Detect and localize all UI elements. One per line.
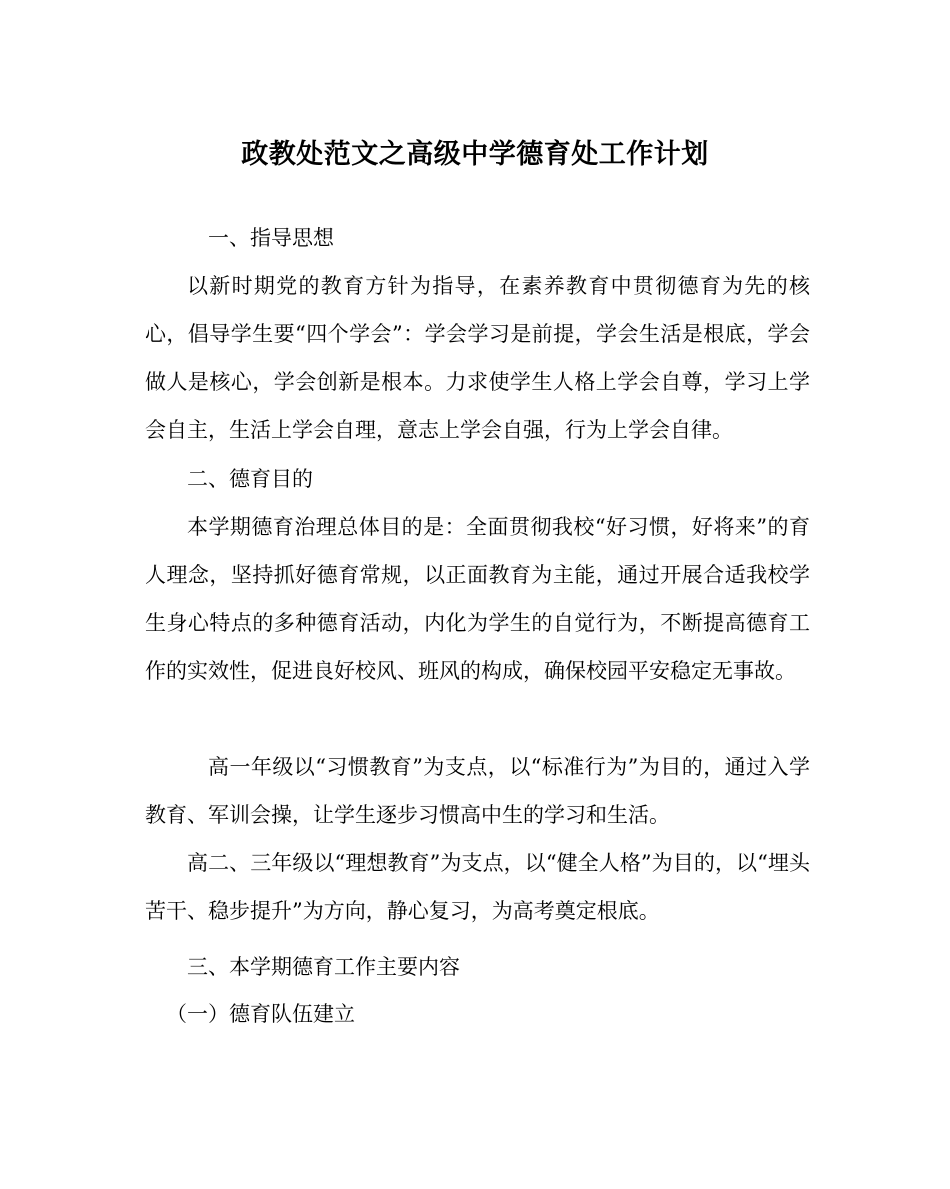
- document-title: 政教处范文之高级中学德育处工作计划: [241, 139, 709, 170]
- paragraph-moral-goals: 本学期德育治理总体目的是：全面贯彻我校“好习惯，好将来”的育人理念，坚持抓好德育常规，以正面教育为主能，通过开展合适我校学生身心特点的多种德育活动，内化为学生的自觉行为，不断提高德育工作的实效性，促进良好校风、班风的构成，确保校园平安稳定无事故。: [145, 515, 810, 683]
- paragraph-guiding-thought: 以新时期党的教育方针为指导，在素养教育中贯彻德育为先的核心，倡导学生要“四个学会”：学会学习是前提，学会生活是根底，学会做人是核心，学会创新是根本。力求使学生人格上学会自尊，学习上学会自主，生活上学会自理，意志上学会自强，行为上学会自律。: [145, 274, 810, 442]
- paragraph-grade-one: 高一年级以“习惯教育”为支点，以“标准行为”为目的，通过入学教育、军训会操，让学生逐步习惯高中生的学习和生活。: [145, 755, 810, 827]
- section-heading-moral-goals: 二、德育目的: [187, 467, 313, 491]
- paragraph-grade-two-three: 高二、三年级以“理想教育”为支点，以“健全人格”为目的，以“埋头苦干、稳步提升”为方向，静心复习，为高考奠定根底。: [145, 851, 810, 923]
- section-heading-guiding-thought: 一、指导思想: [208, 226, 334, 250]
- subsection-heading-team-building: （一）德育队伍建立: [166, 1002, 355, 1026]
- section-heading-main-content: 三、本学期德育工作主要内容: [187, 955, 460, 979]
